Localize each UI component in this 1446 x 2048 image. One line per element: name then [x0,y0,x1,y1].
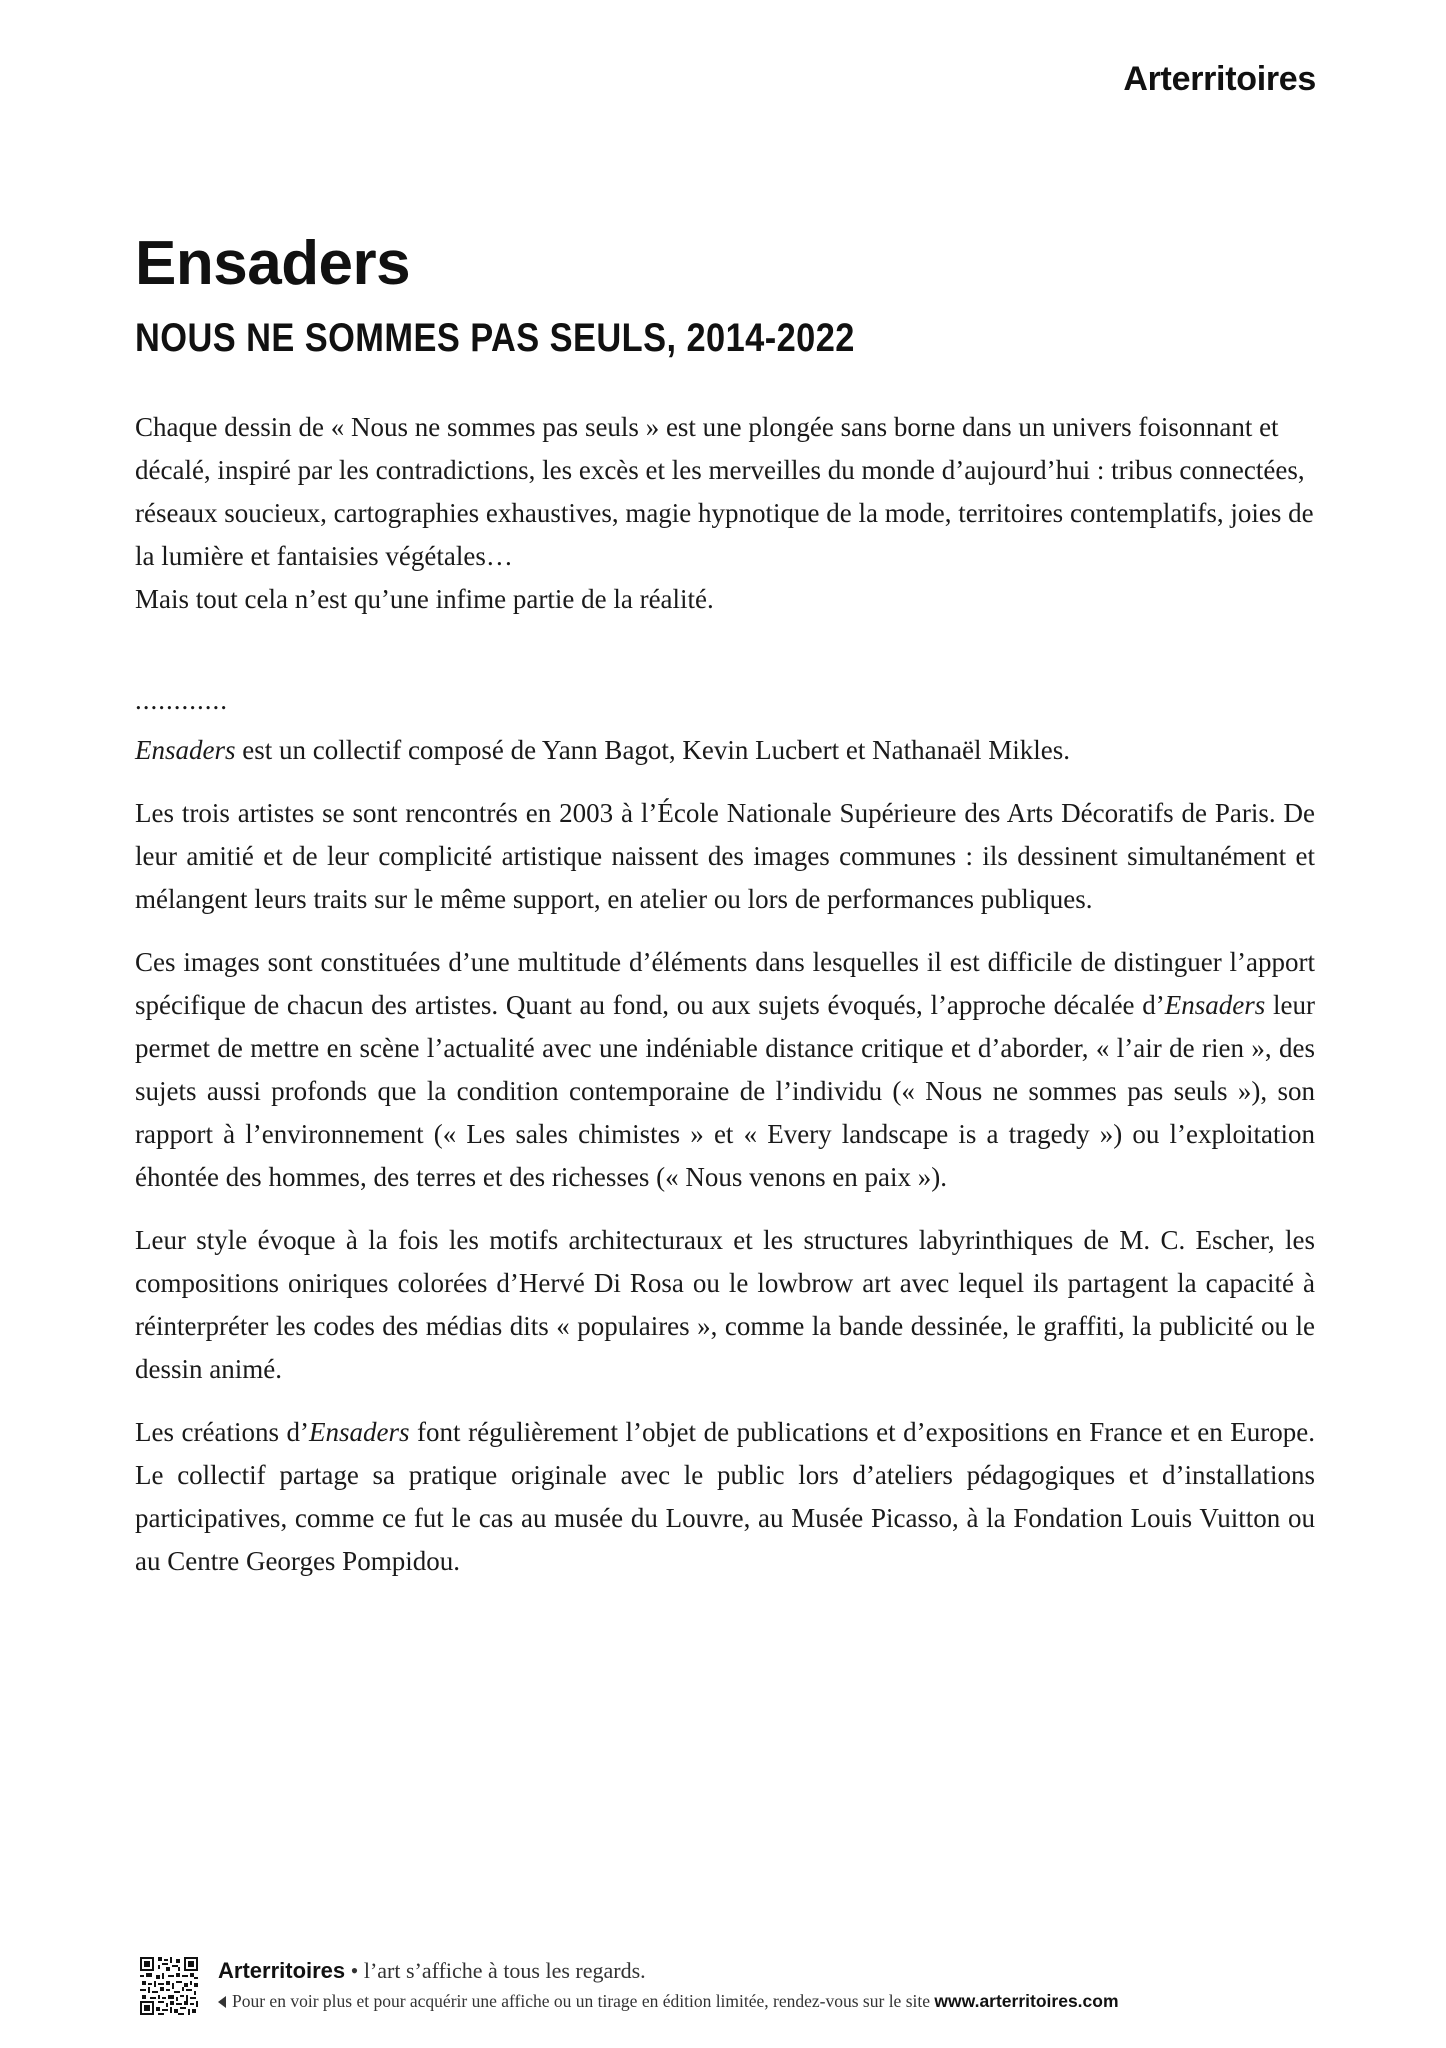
dotted-separator: ............ [135,685,228,716]
body-paragraph-5 [135,1411,1315,1583]
collective-name: Ensaders [309,1417,410,1448]
page-subtitle: NOUS NE SOMMES PAS SEULS, 2014-2022 [135,316,855,361]
collective-name: Ensaders [1164,990,1266,1021]
body-paragraph-3-after: leur permet de mettre en scène l’actualité avec une indéniable distance critique et d’aborder, « l’air de rien », des sujets aussi profonds que la condition contemporaine de l’individu (« Nous ne sommes pas seuls »), son rapport à l’environnement (« Les sales chimistes » et « Every landscape is a tragedy ») ou l’exploitation éhontée des hommes, des terres et des richesses (« Nous venons en paix »). [135,990,1316,1193]
footer-tagline-line [218,1957,646,1985]
article [135,230,1315,1603]
body-paragraph-1 [135,729,1315,772]
qr-code-icon[interactable] [140,1957,198,2015]
body-paragraph-2: Les trois artistes se sont rencontrés en 2003 à l’École Nationale Supérieure des Arts Décoratifs de Paris. De leur amitié et de leur complicité artistique naissent des images communes : ils dessinent simultanément et mélangent leurs traits sur le même support, en atelier ou lors de performances publiques. [135,798,1315,915]
footer-brand[interactable]: Arterritoires [218,1958,346,1983]
collective-name: Ensaders [135,735,236,766]
arrow-left-icon [218,1996,226,2008]
body-paragraph-3-before: Ces images sont constituées d’une multitude d’éléments dans lesquelles il est difficile de distinguer l’apport spécifique de chacun des artistes. Quant au fond, ou aux sujets évoqués, l’approche décalée d’ [135,947,1315,1021]
intro-block [135,406,1315,621]
footer-info-text: Pour en voir plus et pour acquérir une affiche ou un tirage en édition limitée, rendez-vous sur le site [232,1991,935,2011]
body-paragraph-1-text: est un collectif composé de Yann Bagot, Kevin Lucbert et Nathanaël Mikles. [235,735,1071,766]
body-paragraph-5-before: Les créations d’ [135,1417,310,1448]
body-paragraph-4: Leur style évoque à la fois les motifs architecturaux et les structures labyrinthiques de M. C. Escher, les compositions oniriques colorées d’Hervé Di Rosa ou le lowbrow art avec lequel ils partagent la capacité à réinterpréter les codes des médias dits « populaires », comme la bande dessinée, le graffiti, la publicité ou le dessin animé. [135,1225,1315,1385]
footer-website-link[interactable]: www.arterritoires.com [934,1991,1119,2011]
footer-tagline: • l’art s’affiche à tous les regards. [345,1958,646,1983]
footer-info-line [218,1989,1119,2013]
header-brand[interactable]: Arterritoires [1123,60,1316,98]
intro-closing-line: Mais tout cela n’est qu’une infime partie de la réalité. [135,584,714,615]
body-paragraph-3 [135,941,1315,1199]
article-body [135,729,1315,1583]
body-paragraph-5-after: font régulièrement l’objet de publications et d’expositions en France et en Europe. Le collectif partage sa pratique originale avec le public lors d’ateliers pédagogiques et d’installations participatives, comme ce fut le cas au musée du Louvre, au Musée Picasso, à la Fondation Louis Vuitton ou au Centre Georges Pompidou. [135,1417,1315,1577]
intro-paragraph: Chaque dessin de « Nous ne sommes pas seuls » est une plongée sans borne dans un univers foisonnant et décalé, inspiré par les contradictions, les excès et les merveilles du monde d’aujourd’hui : tribus connectées, réseaux soucieux, cartographies exhaustives, magie hypnotique de la mode, territoires contemplatifs, joies de la lumière et fantaisies végétales… [135,412,1314,572]
page-title: Ensaders [135,229,411,298]
footer [140,1957,1320,2017]
